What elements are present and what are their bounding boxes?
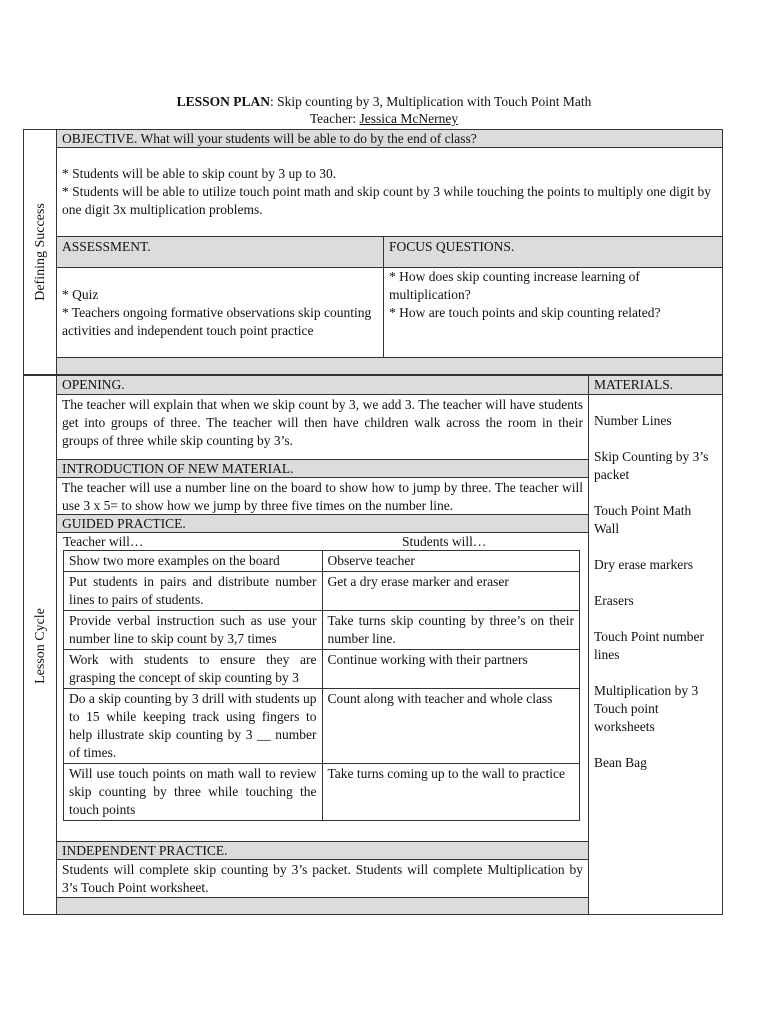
defining-success-sidebar: [23, 129, 57, 375]
material-item: Number Lines: [594, 413, 672, 428]
teacher-cell: Work with students to ensure they are grasping the concept of skip counting by 3: [64, 650, 323, 689]
assessment-item-1: * Quiz: [62, 287, 99, 302]
table-row: [64, 611, 580, 650]
teacher-cell: Put students in pairs and distribute number lines to pairs of students.: [64, 572, 323, 611]
objective-body: [57, 163, 722, 221]
introduction-header: INTRODUCTION OF NEW MATERIAL.: [56, 459, 589, 478]
introduction-text: The teacher will use a number line on the board to show how to jump by three. The teacher will use 3 x 5= to show how we jump by three five times on the number line.: [62, 480, 583, 513]
material-item: Dry erase markers: [594, 557, 693, 572]
table-row: [64, 689, 580, 764]
defining-success-label: Defining Success: [33, 203, 48, 301]
table-row: [64, 572, 580, 611]
lesson-cycle-footer: [56, 897, 589, 915]
teacher-label: Teacher:: [309, 111, 360, 126]
focus-questions-body: [384, 266, 720, 324]
title-bold: LESSON PLAN: [176, 94, 271, 109]
focus-question-1: * How does skip counting increase learning of multiplication?: [389, 269, 640, 302]
assessment-header: ASSESSMENT.: [56, 236, 384, 268]
materials-list: [594, 412, 719, 790]
students-cell: Count along with teacher and whole class: [322, 689, 580, 764]
teacher-cell: Will use touch points on math wall to review skip counting by three while touching the touch points: [64, 764, 323, 821]
guided-practice-table: [63, 550, 580, 821]
students-will-header: Students will…: [402, 534, 487, 549]
material-item: Erasers: [594, 593, 634, 608]
students-cell: Get a dry erase marker and eraser: [322, 572, 580, 611]
table-row: [64, 650, 580, 689]
material-item: Skip Counting by 3’s packet: [594, 449, 709, 482]
teacher-will-header: Teacher will…: [63, 534, 144, 549]
lesson-plan-title: [0, 93, 768, 127]
students-cell: Take turns skip counting by three’s on their number line.: [322, 611, 580, 650]
teacher-cell: Show two more examples on the board: [64, 551, 323, 572]
defining-success-footer: [56, 357, 723, 375]
lesson-cycle-label: Lesson Cycle: [33, 608, 48, 684]
focus-question-2: * How are touch points and skip counting related?: [389, 305, 661, 320]
students-cell: Take turns coming up to the wall to practice: [322, 764, 580, 821]
teacher-name: Jessica McNerney: [359, 111, 459, 126]
table-row: [64, 551, 580, 572]
teacher-cell: Provide verbal instruction such as use your number line to skip count by 3,7 times: [64, 611, 323, 650]
opening-text: The teacher will explain that when we skip count by 3, we add 3. The teacher will have students get into groups of three. The teacher will then have children walk across the room in their groups of three while skip counting by 3’s.: [62, 397, 583, 448]
opening-header: OPENING.: [56, 375, 589, 395]
guided-practice-header: GUIDED PRACTICE.: [56, 514, 589, 533]
material-item: Bean Bag: [594, 755, 647, 770]
objective-header: OBJECTIVE. What will your students will be able to do by the end of class?: [56, 129, 723, 148]
independent-practice-header: INDEPENDENT PRACTICE.: [56, 841, 589, 860]
table-row: [64, 764, 580, 821]
teacher-cell: Do a skip counting by 3 drill with students up to 15 while keeping track using fingers to help illustrate skip counting by 3 __ number of times.: [64, 689, 323, 764]
material-item: Touch Point number lines: [594, 629, 705, 662]
students-cell: Continue working with their partners: [322, 650, 580, 689]
lesson-cycle-sidebar: [23, 375, 57, 915]
students-cell: Observe teacher: [322, 551, 580, 572]
title-rest: : Skip counting by 3, Multiplication with Touch Point Math: [270, 94, 592, 109]
objective-item-2: * Students will be able to utilize touch point math and skip count by 3 while touching the points to multiply one digit by one digit 3x multiplication problems.: [62, 184, 712, 217]
objective-item-1: * Students will be able to skip count by 3 up to 30.: [62, 166, 337, 181]
materials-header: MATERIALS.: [588, 375, 723, 395]
material-item: Touch Point Math Wall: [594, 503, 692, 536]
assessment-body: [57, 284, 383, 342]
independent-practice-text: Students will complete skip counting by 3’s packet. Students will complete Multiplication by 3’s Touch Point worksheet.: [62, 862, 583, 895]
assessment-item-2: * Teachers ongoing formative observations skip counting activities and independent touch point practice: [62, 305, 372, 338]
material-item: Multiplication by 3 Touch point worksheets: [594, 683, 699, 734]
focus-questions-header: FOCUS QUESTIONS.: [383, 236, 723, 268]
